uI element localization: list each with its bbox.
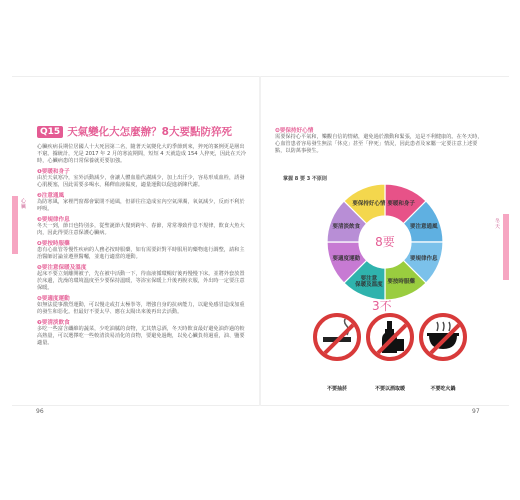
section-text: 患有心血管等慢性疾病的人務必按時服藥，如有需要針對平時服用的藥物進行調整，請和主治醫師討論並遵照醫囑，並進行適當的運動。 (37, 247, 245, 260)
section-heading: ❸要規律作息 (37, 217, 70, 223)
pot-shape (423, 317, 463, 357)
book-gutter (259, 76, 261, 406)
cigarette-shape (317, 317, 357, 357)
question-title-row (37, 124, 232, 139)
right-page-number: 97 (472, 408, 480, 415)
left-side-tab (12, 196, 18, 254)
wheel-segment-label: 要暖和身子 (387, 201, 415, 208)
right-section-text: 需要保持心平氣和，樂觀自信的情緒，避免過於激動和緊張，這是不利健康的。在冬天時，心血管患者容易發生無法「休克」甚至「猝死」情況，因此患者及家屬一定要注意上述要點，以防萬事發生。 (275, 134, 483, 154)
eight-three-title: 掌握 8 要 3 不原則 (283, 176, 327, 182)
right-column (275, 124, 487, 155)
section-3 (37, 239, 247, 261)
right-side-tab (503, 214, 509, 280)
wheel-segment-label: 要注意通風 (410, 223, 438, 230)
section-1 (37, 191, 247, 213)
section-text: 如無法從事激烈運動，可以慢走或打太極拳等，增強自身的抗病能力，以避免感冒造成加重的發生和惡化。但最好不要太早、應在太陽出來後再出去活動。 (37, 302, 245, 315)
section-2 (37, 215, 247, 237)
no-alcohol-label: 不要以酒取暖 (374, 386, 405, 392)
section-heading: ❻要適度運動 (37, 296, 70, 302)
section-4 (37, 263, 247, 292)
section-heading: ❼要清淡飲食 (37, 320, 70, 326)
section-text: 冬天一到，節日也特別多，從聖誕節大餐到跨年、春節，常常導致作息不規律，飲食大魚大肉，因此得要注意保護心臟病。 (37, 223, 245, 236)
no-hotpot-icon (419, 313, 467, 361)
eight-wheel-diagram (310, 182, 460, 302)
section-text: 由於天氣寒冷，室外活動減少，會讓人體血脂代謝減少，加上出汗少，容易形成血栓，誘發心肌梗塞，因此需要多喝水，稀釋血液黏度，適量運動以促進新陳代謝。 (37, 175, 245, 188)
section-text: 為防寒風，家裡門窗都會緊閉不通風，但卻往往造成室內空氣渾濁，氧氣減少，反而不利於呼吸。 (37, 199, 245, 212)
left-side-label: 心臟 (20, 198, 26, 209)
section-text: 起床不要立刻離開被子，先在被中活動一下，待血液循環暢好後再慢慢下床。並將外套放置於床邊，洗澡的環境溫度至少要保持溫暖，等浴室保暖上升後再脫衣服，外出時一定要注意保暖。 (37, 271, 245, 291)
wheel-segment-label: 要保持好心情 (352, 201, 386, 208)
section-text: 多吃一些富含纖維的蔬菜，少吃油膩的食物，尤其禁忌酒，冬天時飲食最好避免油炸過的較高熱量，可以選擇吃一些較清淡易消化的食物，要避免過飽，以免心臟負荷過重，油、鹽要適量。 (37, 326, 245, 346)
section-5 (37, 294, 247, 316)
question-badge: Q15 (37, 126, 63, 138)
left-page-number: 96 (36, 408, 44, 415)
right-side-label: 冬天 (494, 218, 500, 229)
bottle-shape (370, 317, 410, 357)
question-title: 天氣變化大怎麼辦？8大要點防猝死 (67, 126, 232, 138)
wheel-svg (310, 182, 460, 302)
wheel-segment-label: 要按時服藥 (387, 278, 415, 285)
intro-paragraph: 心臟疾病長期位居國人十大死因第二名，隨著天氣變化大的季節到來，猝死的案例更是層出不窮。據統計，光是 2017 年 2 月的寒流期間，短短 4 天就造成 154 人猝死，因此在天冷時，心臟病患的日常保養就更要加強。 (37, 144, 246, 164)
no-hotpot-label: 不要吃火鍋 (430, 386, 456, 392)
section-0 (37, 167, 247, 189)
three-no-title: 3不 (372, 299, 392, 313)
wheel-center-label: 8要 (375, 235, 395, 249)
section-heading: ❹要按時服藥 (37, 241, 70, 247)
no-smoking-label: 不要抽菸 (326, 386, 347, 392)
section-heading: ❶要暖和身子 (37, 169, 70, 175)
section-6 (37, 318, 247, 347)
no-smoking-icon (313, 313, 361, 361)
wheel-segment-label: 要適度運動 (332, 256, 360, 263)
wheel-segment-label: 要清淡飲食 (332, 223, 360, 230)
wheel-segment-label: 要注意保暖及溫度 (355, 275, 383, 288)
wheel-segment-label: 要規律作息 (410, 256, 438, 263)
section-heading: ❷注意通風 (37, 193, 65, 199)
section-heading: ❺要注意保暖及溫度 (37, 265, 87, 271)
left-column (37, 144, 247, 349)
right-section-heading: ❽要保持好心情 (275, 128, 314, 134)
no-alcohol-icon (366, 313, 414, 361)
